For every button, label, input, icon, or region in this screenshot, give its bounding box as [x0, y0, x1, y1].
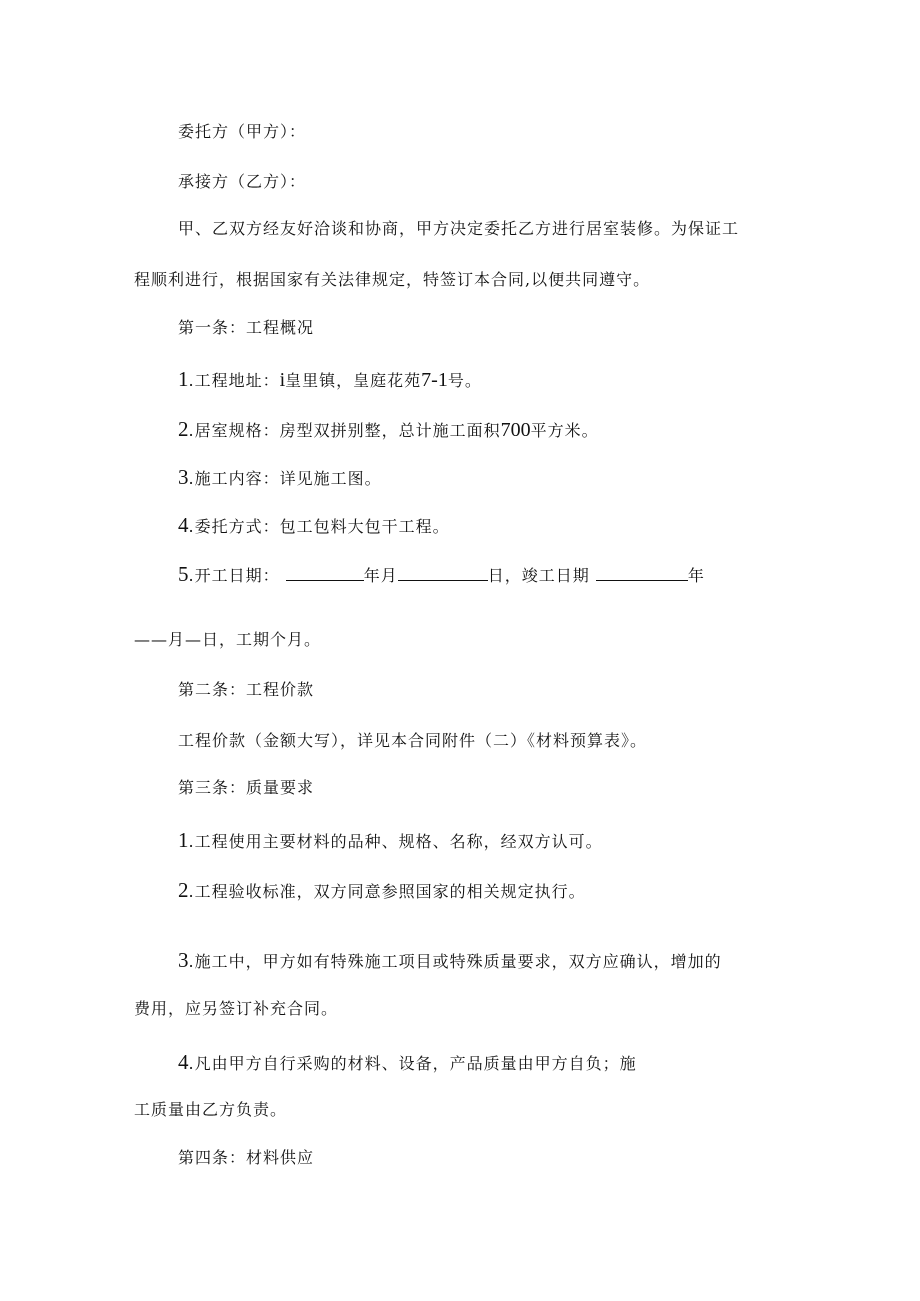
item-text: 皇里镇，皇庭花苑 — [285, 371, 422, 390]
article-1-item-3 — [178, 467, 382, 489]
item-text: .工程使用主要材料的品种、规格、名称，经双方认可。 — [188, 832, 603, 851]
item-text: 年月 — [363, 566, 398, 585]
article-3-heading: 第三条：质量要求 — [178, 778, 315, 797]
item-text: .工程地址： — [188, 371, 280, 390]
contractor-party-label: 承接方（乙方）： — [178, 172, 307, 191]
intro-paragraph-line-2: 程顺利进行，根据国家有关法律规定，特签订本合同,以便共同遵守。 — [134, 270, 651, 289]
item-latin-text: i — [279, 369, 286, 391]
item-number: 2 — [178, 417, 189, 441]
article-3-item-4-line-2: 工质量由乙方负责。 — [134, 1100, 288, 1119]
item-number: 5 — [178, 562, 189, 586]
start-year-blank[interactable] — [286, 564, 364, 581]
item-number: 3 — [178, 465, 189, 489]
article-1-item-2 — [178, 419, 599, 441]
item-text: .委托方式：包工包料大包干工程。 — [188, 517, 450, 536]
article-3-item-1 — [178, 830, 603, 852]
article-2-body: 工程价款（金额大写），详见本合同附件（二）《材料预算表》。 — [178, 731, 648, 750]
article-3-item-3 — [178, 950, 722, 972]
item-number: 4 — [178, 1050, 189, 1074]
item-number: 1 — [178, 367, 189, 391]
article-1-heading: 第一条：工程概况 — [178, 318, 315, 337]
item-text: .凡由甲方自行采购的材料、设备，产品质量由甲方自负；施 — [188, 1054, 637, 1073]
article-4-heading: 第四条：材料供应 — [178, 1148, 315, 1167]
item-number: 2 — [178, 878, 189, 902]
item-latin-text: 7-1 — [421, 369, 448, 391]
item-text: 年 — [687, 566, 705, 585]
item-text: 日，竣工日期 — [487, 566, 590, 585]
item-number: 4 — [178, 513, 189, 537]
article-1-item-1 — [178, 369, 482, 391]
item-text: .开工日期： — [188, 566, 280, 585]
client-party-label: 委托方（甲方）： — [178, 122, 307, 141]
article-1-item-5 — [178, 564, 705, 586]
item-text: .施工内容：详见施工图。 — [188, 469, 382, 488]
item-text: .施工中，甲方如有特殊施工项目或特殊质量要求，双方应确认，增加的 — [188, 952, 722, 971]
start-day-blank[interactable] — [398, 564, 488, 581]
item-text: 号。 — [447, 371, 482, 390]
article-3-item-2 — [178, 880, 586, 902]
item-text: 平方米。 — [530, 421, 599, 440]
article-3-item-4 — [178, 1052, 637, 1074]
intro-paragraph-line-1: 甲、乙双方经友好洽谈和协商，甲方决定委托乙方进行居室装修。为保证工 — [178, 219, 740, 238]
item-latin-text: 700 — [500, 419, 531, 441]
item-text: .工程验收标准，双方同意参照国家的相关规定执行。 — [188, 882, 586, 901]
end-year-blank[interactable] — [596, 564, 688, 581]
article-1-item-5-continuation: ——月—日，工期个月。 — [134, 630, 322, 649]
article-1-item-4 — [178, 515, 450, 537]
article-3-item-3-line-2: 费用，应另签订补充合同。 — [134, 999, 339, 1018]
item-number: 3 — [178, 948, 189, 972]
article-2-heading: 第二条：工程价款 — [178, 680, 315, 699]
item-text: .居室规格：房型双拼别整，总计施工面积 — [188, 421, 501, 440]
item-number: 1 — [178, 828, 189, 852]
